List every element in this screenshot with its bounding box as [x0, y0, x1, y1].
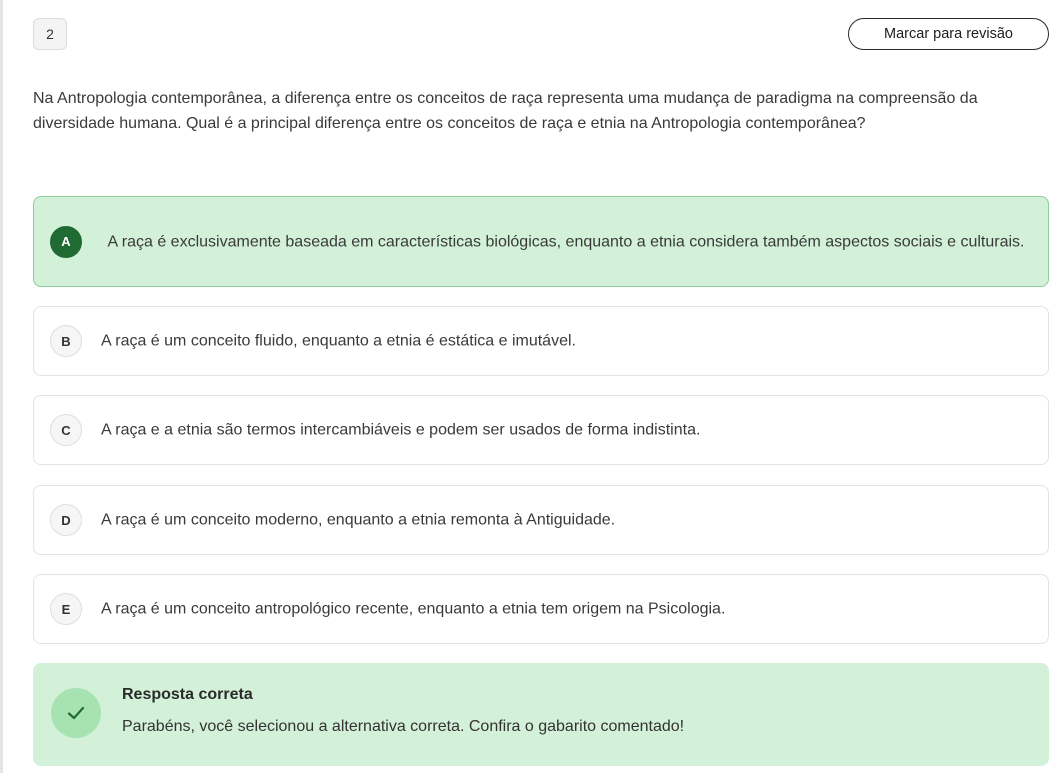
mark-for-review-button[interactable]: Marcar para revisão — [848, 18, 1049, 50]
option-letter-badge: D — [50, 504, 82, 536]
question-number: 2 — [33, 18, 67, 50]
option-text: A raça e a etnia são termos intercambiáveis e podem ser usados de forma indistinta. — [101, 421, 701, 439]
option-letter-badge: A — [50, 226, 82, 258]
feedback-message: Parabéns, você selecionou a alternativa correta. Confira o gabarito comentado! — [122, 718, 685, 735]
option-letter-badge: C — [50, 414, 82, 446]
option-d[interactable] — [33, 485, 1049, 555]
option-e[interactable] — [33, 574, 1049, 644]
feedback-title: Resposta correta — [122, 686, 253, 703]
check-icon — [51, 688, 101, 738]
option-c[interactable] — [33, 395, 1049, 465]
answer-feedback — [33, 663, 1049, 766]
option-letter-badge: E — [50, 593, 82, 625]
option-text: A raça é exclusivamente baseada em características biológicas, enquanto a etnia considera também aspectos sociais e culturais. — [107, 233, 1025, 250]
left-divider — [0, 0, 3, 773]
option-b[interactable] — [33, 306, 1049, 376]
option-text: A raça é um conceito antropológico recente, enquanto a etnia tem origem na Psicologia. — [101, 600, 726, 618]
question-panel — [33, 0, 1049, 773]
option-text: A raça é um conceito fluido, enquanto a etnia é estática e imutável. — [101, 332, 576, 350]
question-header — [33, 18, 1049, 50]
option-text: A raça é um conceito moderno, enquanto a etnia remonta à Antiguidade. — [101, 511, 616, 529]
option-a[interactable] — [33, 196, 1049, 287]
question-text: Na Antropologia contemporânea, a diferença entre os conceitos de raça representa uma mudança de paradigma na compreensão da diversidade humana. Qual é a principal diferença entre os conceitos de raça e etnia na Antropologia contemporânea? — [33, 90, 978, 132]
option-letter-badge: B — [50, 325, 82, 357]
